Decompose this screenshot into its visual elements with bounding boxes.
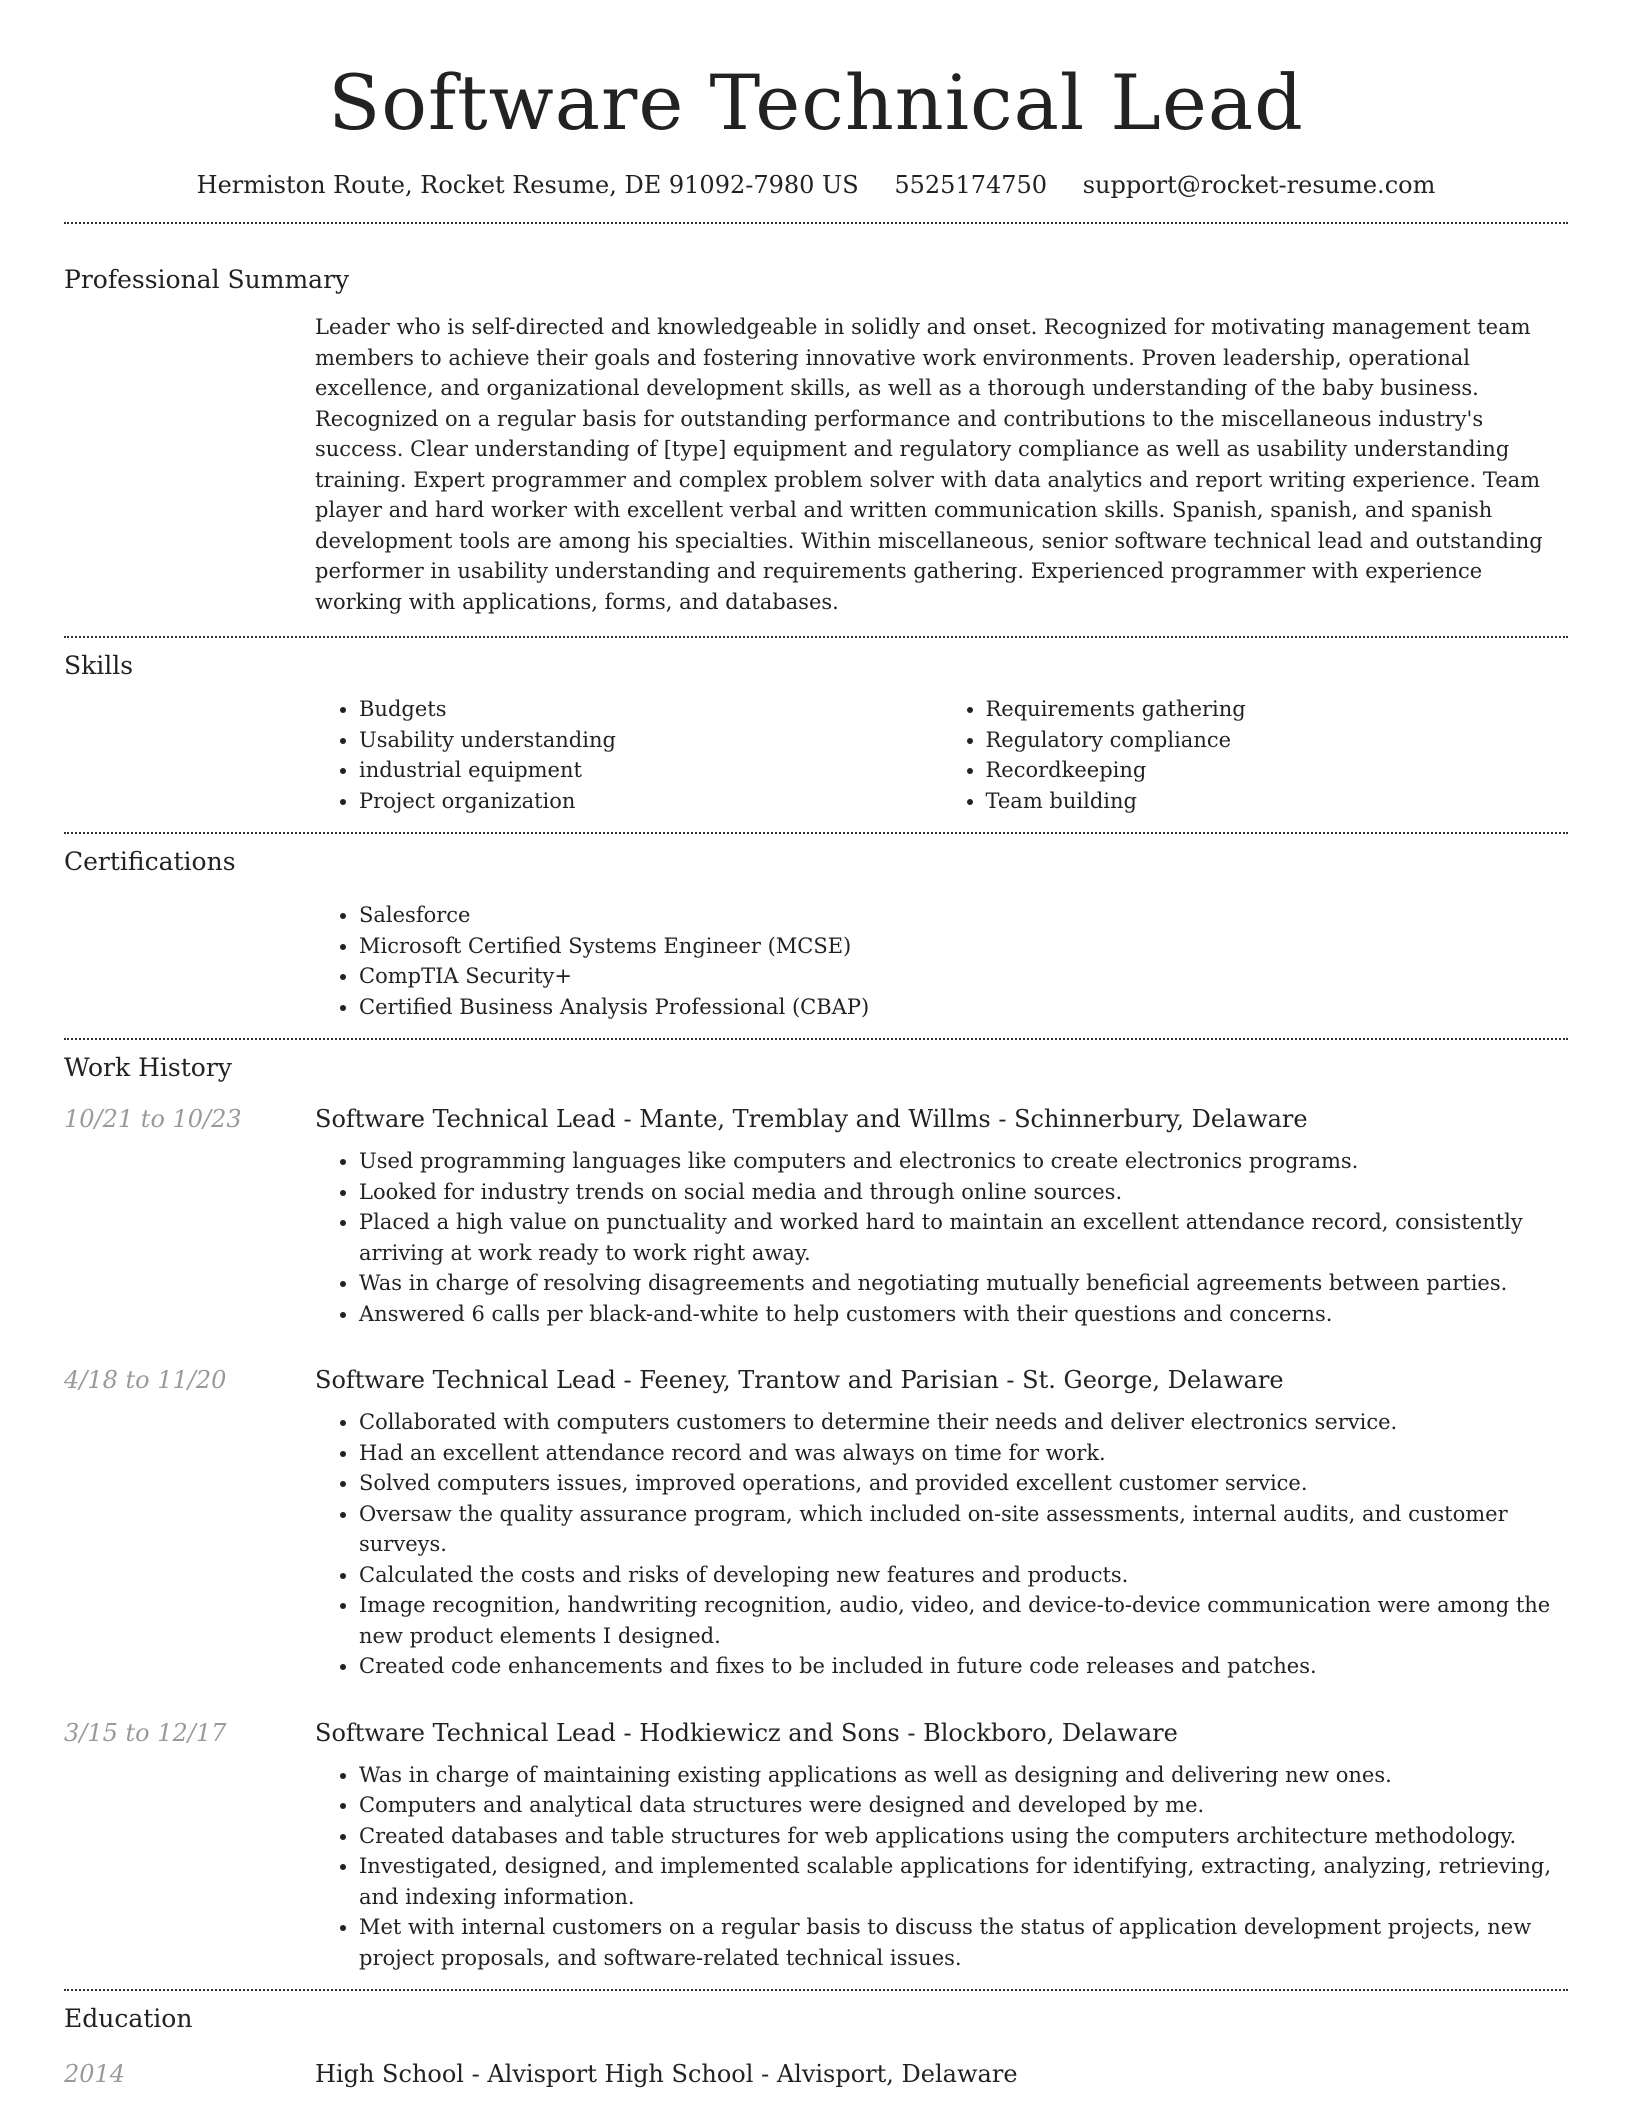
job-bullet: • Answered 6 calls per black-and-white to help customers with their questions and concerns. xyxy=(359,1299,1568,1330)
education-school: Alvisport High School xyxy=(487,2060,754,2088)
job-bullet: • Oversaw the quality assurance program, which included on-site assessments, internal audits, and customer surveys. xyxy=(359,1499,1568,1560)
skill-item: • Regulatory compliance xyxy=(986,725,1569,756)
job-bullet: • Had an excellent attendance record and was always on time for work. xyxy=(359,1438,1568,1469)
skills-heading: Skills xyxy=(64,651,134,680)
skill-item: • Team building xyxy=(986,786,1569,817)
resume-name: Software Technical Lead xyxy=(328,58,1304,147)
job-bullet: • Solved computers issues, improved operations, and provided excellent customer service. xyxy=(359,1468,1568,1499)
job-date: 3/15 to 12/17 xyxy=(64,1718,227,1747)
certifications-heading: Certifications xyxy=(64,847,236,876)
skill-item: • Requirements gathering xyxy=(986,694,1569,725)
skills-columns xyxy=(315,694,1568,816)
job-bullet: • Looked for industry trends on social media and through online sources. xyxy=(359,1177,1568,1208)
job-bullet: • Computers and analytical data structures were designed and developed by me. xyxy=(359,1790,1568,1821)
education-heading: Education xyxy=(64,2004,193,2033)
job-role: Software Technical Lead xyxy=(315,1105,616,1133)
section-divider xyxy=(64,1038,1568,1040)
certification-item: • Microsoft Certified Systems Engineer (MCSE) xyxy=(359,931,1568,962)
job-bullets xyxy=(315,1760,1568,1974)
job-role: Software Technical Lead xyxy=(315,1718,616,1747)
certification-item: • CompTIA Security+ xyxy=(359,961,1568,992)
section-divider xyxy=(64,1989,1568,1991)
job-bullet: • Was in charge of maintaining existing applications as well as designing and delivering new ones. xyxy=(359,1760,1568,1791)
job-date: 10/21 to 10/23 xyxy=(64,1105,242,1133)
job-company: Feeney, Trantow and Parisian xyxy=(639,1366,999,1394)
education-section xyxy=(64,2003,1568,2091)
work-history-heading: Work History xyxy=(64,1053,232,1082)
skills-section xyxy=(64,650,1568,816)
job-bullet: • Created databases and table structures for web applications using the computers architecture methodology. xyxy=(359,1821,1568,1852)
contact-phone: 5525174750 xyxy=(894,171,1048,199)
work-history-section xyxy=(64,1052,1568,1973)
section-divider xyxy=(64,222,1568,224)
job-bullets xyxy=(315,1146,1568,1329)
skill-item: • Budgets xyxy=(359,694,942,725)
skills-list-left xyxy=(315,694,942,816)
job-date: 4/18 to 11/20 xyxy=(64,1366,227,1394)
job-bullet: • Met with internal customers on a regular basis to discuss the status of application development projects, new project proposals, and software-related technical issues. xyxy=(359,1912,1568,1973)
skill-item: • Usability understanding xyxy=(359,725,942,756)
summary-heading: Professional Summary xyxy=(64,265,350,294)
education-location: Alvisport, Delaware xyxy=(776,2060,1018,2088)
job-bullet: • Collaborated with computers customers to determine their needs and deliver electronics service. xyxy=(359,1407,1568,1438)
section-divider xyxy=(64,832,1568,834)
section-divider xyxy=(64,636,1568,638)
summary-text: Leader who is self-directed and knowledgeable in solidly and onset. Recognized for motivating management team members to achieve their goals and fostering innovative work environments. Proven leadership, operational excellence, and organizational development skills, as well as a thorough understanding of the baby business. Recognized on a regular basis for outstanding performance and contributions to the miscellaneous industry's success. Clear understanding of [type] equipment and regulatory compliance as well as usability understanding training. Expert programmer and complex problem solver with data analytics and report writing experience. Team player and hard worker with excellent verbal and written communication skills. Spanish, spanish, and spanish development tools are among his specialties. Within miscellaneous, senior software technical lead and outstanding performer in usability understanding and requirements gathering. Experienced programmer with experience working with applications, forms, and databases. xyxy=(315,315,1543,614)
education-degree: High School xyxy=(315,2060,464,2088)
summary-section xyxy=(64,264,1568,617)
job-entry xyxy=(64,1716,1568,1974)
job-bullet: • Calculated the costs and risks of developing new features and products. xyxy=(359,1560,1568,1591)
job-company: Hodkiewicz and Sons xyxy=(639,1718,900,1747)
job-company: Mante, Tremblay and Willms xyxy=(639,1105,991,1133)
contact-line xyxy=(64,170,1568,200)
job-title: Software Technical Lead - Hodkiewicz and Sons - Blockboro, Delaware xyxy=(315,1718,1178,1747)
job-bullets xyxy=(315,1407,1568,1682)
contact-email: support@rocket-resume.com xyxy=(1082,171,1436,199)
skill-item: • Project organization xyxy=(359,786,942,817)
job-title: Software Technical Lead - Feeney, Trantow and Parisian - St. George, Delaware xyxy=(315,1366,1284,1394)
education-entry xyxy=(64,2057,1568,2091)
job-bullet: • Image recognition, handwriting recognition, audio, video, and device-to-device communication were among the new product elements I designed. xyxy=(359,1590,1568,1651)
job-entry xyxy=(64,1102,1568,1329)
job-location: Blockboro, Delaware xyxy=(923,1718,1178,1747)
job-bullet: • Used programming languages like computers and electronics to create electronics programs. xyxy=(359,1146,1568,1177)
resume-page xyxy=(64,0,1568,2091)
job-entry xyxy=(64,1363,1568,1682)
certifications-section xyxy=(64,846,1568,1022)
job-role: Software Technical Lead xyxy=(315,1366,616,1394)
certification-item: • Certified Business Analysis Professional (CBAP) xyxy=(359,992,1568,1023)
job-location: Schinnerbury, Delaware xyxy=(1014,1105,1308,1133)
job-location: St. George, Delaware xyxy=(1022,1366,1284,1394)
skills-list-right xyxy=(942,694,1569,816)
job-bullet: • Investigated, designed, and implemented scalable applications for identifying, extracting, analyzing, retrieving, and indexing information. xyxy=(359,1851,1568,1912)
education-date: 2014 xyxy=(64,2060,126,2088)
job-bullet: • Created code enhancements and fixes to be included in future code releases and patches. xyxy=(359,1651,1568,1682)
certifications-list xyxy=(315,900,1568,1022)
contact-address: Hermiston Route, Rocket Resume, DE 91092-7980 US xyxy=(196,171,859,199)
skill-item: • Recordkeeping xyxy=(986,755,1569,786)
education-title: High School - Alvisport High School - Alvisport, Delaware xyxy=(315,2060,1018,2088)
skill-item: • industrial equipment xyxy=(359,755,942,786)
job-bullet: • Was in charge of resolving disagreements and negotiating mutually beneficial agreements between parties. xyxy=(359,1268,1568,1299)
job-title: Software Technical Lead - Mante, Tremblay and Willms - Schinnerbury, Delaware xyxy=(315,1105,1308,1133)
certification-item: • Salesforce xyxy=(359,900,1568,931)
job-bullet: • Placed a high value on punctuality and worked hard to maintain an excellent attendance record, consistently arriving at work ready to work right away. xyxy=(359,1207,1568,1268)
